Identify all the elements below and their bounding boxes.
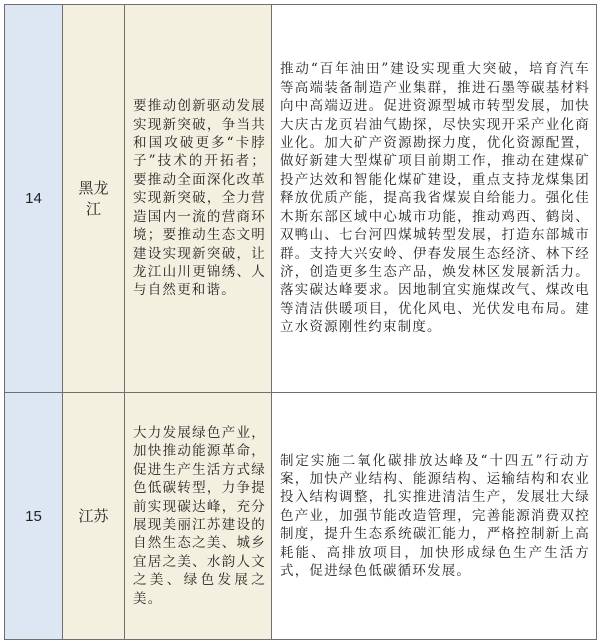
- key-tasks-text: 制定实施二氧化碳排放达峰及“十四五”行动方案，加快产业结构、能源结构、运输结构和农业投入结构调整，扎实推进清洁生产，发展壮大绿色产业，加强节能改造管理，完善能源消费双控制度，提升生态系统碳汇能力，严格控制新上高耗能、高排放项目，加快形成绿色生产生活方式，促进绿色低碳循环发展。: [280, 452, 590, 580]
- policy-table: [4, 4, 597, 640]
- province-label: 黑龙江: [78, 178, 109, 218]
- province-name: [63, 5, 125, 393]
- development-goal-text: 大力发展绿色产业，加快推动能源革命，促进生产生活方式绿色低碳转型，力争提前实现碳达峰，充分展现美丽江苏建设的自然生态之美、城乡宜居之美、水韵人文之美、绿色发展之美。: [133, 424, 266, 607]
- row-number: 15: [5, 393, 63, 640]
- row-number: 14: [5, 5, 63, 393]
- development-goal-cell: [125, 5, 272, 393]
- key-tasks-cell: [272, 393, 597, 640]
- province-name: 江苏: [63, 393, 125, 640]
- key-tasks-cell: [272, 5, 597, 393]
- development-goal-cell: [125, 393, 272, 640]
- key-tasks-text: 推动“百年油田”建设实现重大突破，培育汽车等高端装备制造产业集群，推进石墨等碳基材料向中高端迈进。促进资源型城市转型发展，加快大庆古龙页岩油气勘探，尽快实现开采产业化商业化。加大矿产资源勘探力度，优化资源配置，做好新建大型煤矿项目前期工作，推动在建煤矿投产达效和智能化煤矿建设，重点支持龙煤集团释放优质产能，提高我省煤炭自给能力。强化佳木斯东部区域中心城市功能，推动鸡西、鹤岗、双鸭山、七台河四煤城转型发展，打造东部城市群。支持大兴安岭、伊春发展生态经济、林下经济，创造更多生态产品，焕发林区发展新活力。落实碳达峰要求。因地制宜实施煤改气、煤改电等清洁供暖项目，优化风电、光伏发电布局。建立水资源刚性约束制度。: [280, 61, 590, 336]
- development-goal-text: 要推动创新驱动发展实现新突破，争当共和国攻破更多“卡脖子”技术的开拓者；要推动全面深化改革实现新突破，全力营造国内一流的营商环境；要推动生态文明建设实现新突破，让龙江山川更锦绣、人与自然更和谐。: [133, 98, 266, 299]
- table-row: [5, 393, 597, 640]
- table-row: [5, 5, 597, 393]
